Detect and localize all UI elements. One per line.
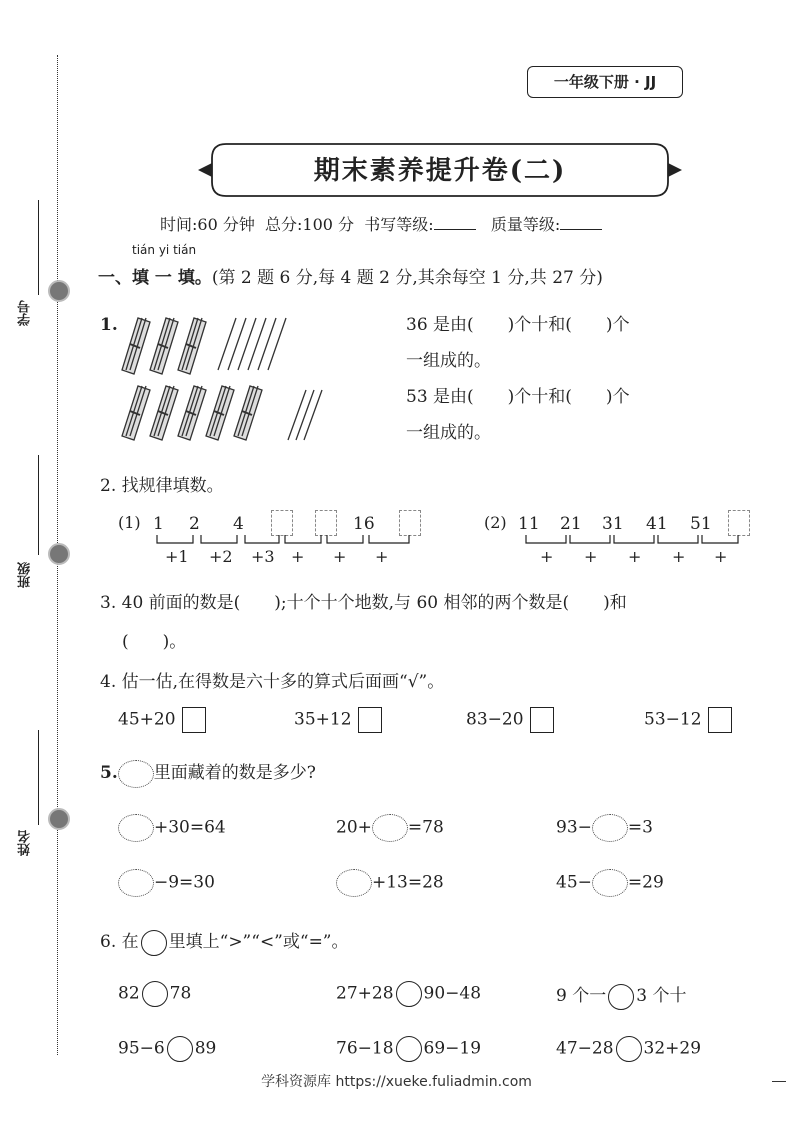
compare-right: 90−48	[423, 983, 482, 1004]
q5-equation	[118, 814, 226, 842]
increment-label: +	[291, 547, 305, 566]
compare-circle[interactable]	[167, 1036, 193, 1062]
q6-comparison	[118, 981, 191, 1007]
increment-label: +	[540, 547, 554, 566]
compare-right: 32+29	[643, 1038, 702, 1059]
q5-equation	[336, 814, 444, 842]
student-no-line	[38, 200, 39, 295]
check-box[interactable]	[182, 707, 206, 733]
answer-oval[interactable]	[336, 869, 372, 897]
compare-circle[interactable]	[396, 981, 422, 1007]
answer-oval[interactable]	[592, 869, 628, 897]
increment-label: +1	[165, 547, 189, 566]
q1-number: 1.	[100, 315, 118, 335]
q4-expression: 53−12	[644, 709, 702, 730]
q5-equation	[556, 869, 664, 897]
eq-left: 45−	[556, 872, 592, 893]
q3-line: 3. 40 前面的数是( );十个十个地数,与 60 相邻的两个数是( )和	[100, 593, 627, 613]
q2-part1-ops	[153, 547, 433, 569]
increment-label: +	[333, 547, 347, 566]
q6-title: 里填上“>”“<”或“=”。	[168, 932, 349, 952]
q4-expression: 45+20	[118, 709, 176, 730]
increment-label: +3	[251, 547, 275, 566]
binding-hole	[48, 280, 70, 302]
writing-grade-label: 书写等级:	[364, 215, 434, 234]
time-info: 时间:60 分钟	[160, 215, 255, 234]
q5-equation	[118, 869, 215, 897]
check-box[interactable]	[530, 707, 554, 733]
binding-hole	[48, 808, 70, 830]
eq-left: 20+	[336, 817, 372, 838]
q6-comparison	[336, 981, 481, 1007]
compare-circle-icon	[141, 930, 167, 956]
answer-box[interactable]	[315, 510, 337, 536]
q5-title: 里面藏着的数是多少?	[153, 763, 316, 783]
eq-right: =29	[627, 872, 664, 893]
q1-line: 53 是由( )个十和( )个	[406, 387, 630, 407]
q4-expression: 83−20	[466, 709, 524, 730]
answer-box[interactable]	[728, 510, 750, 536]
answer-oval[interactable]	[118, 869, 154, 897]
q4-item	[644, 707, 732, 733]
sequence-number: 21	[560, 514, 582, 534]
increment-label: +	[584, 547, 598, 566]
compare-right: 89	[194, 1038, 217, 1059]
sequence-number: 2	[189, 514, 200, 534]
q4-title: 4. 估一估,在得数是六十多的算式后面画“√”。	[100, 672, 445, 692]
q2-part2-sequence	[518, 514, 758, 536]
compare-left: 95−6	[118, 1038, 165, 1059]
section-pinyin: tián yi tián	[132, 243, 197, 257]
q4-item	[466, 707, 554, 733]
student-no-label: 学号	[18, 300, 33, 326]
eq-right: +13=28	[372, 872, 444, 893]
compare-left: 82	[118, 983, 140, 1004]
increment-label: +	[672, 547, 686, 566]
sequence-number: 16	[353, 514, 375, 534]
q5-equation	[556, 814, 653, 842]
quality-grade-label: 质量等级:	[490, 215, 561, 234]
grade-badge: 一年级下册 · JJ	[527, 66, 683, 98]
q1-text	[406, 307, 630, 451]
q6-comparison	[336, 1036, 481, 1062]
compare-left: 76−18	[336, 1038, 394, 1059]
sequence-number: 4	[233, 514, 244, 534]
q2-part1-sequence	[153, 514, 433, 536]
q1-line: 36 是由( )个十和( )个	[406, 315, 630, 335]
eq-right: =78	[407, 817, 444, 838]
q2-part1-label: (1)	[118, 513, 141, 532]
increment-label: +	[375, 547, 389, 566]
compare-circle[interactable]	[616, 1036, 642, 1062]
q2-part2-ops	[518, 547, 748, 569]
sequence-number: 31	[602, 514, 624, 534]
q6-comparison	[118, 1036, 216, 1062]
increment-label: +	[628, 547, 642, 566]
q6-number: 6. 在	[100, 932, 139, 952]
answer-box[interactable]	[399, 510, 421, 536]
q4-expression: 35+12	[294, 709, 352, 730]
page-title: 期末素养提升卷(二)	[313, 156, 567, 186]
check-box[interactable]	[358, 707, 382, 733]
q6-title-row	[100, 927, 349, 956]
q5-number: 5.	[100, 763, 118, 783]
compare-left: 47−28	[556, 1038, 614, 1059]
q1-line: 一组成的。	[406, 351, 491, 371]
compare-circle[interactable]	[142, 981, 168, 1007]
sequence-number: 1	[153, 514, 164, 534]
eq-left: 93−	[556, 817, 592, 838]
eq-right: +30=64	[154, 817, 226, 838]
q5-title-row	[100, 758, 316, 788]
q2-part2-label: (2)	[484, 513, 507, 532]
answer-oval[interactable]	[372, 814, 408, 842]
increment-label: +	[714, 547, 728, 566]
sequence-number: 51	[690, 514, 712, 534]
q2-title: 2. 找规律填数。	[100, 476, 224, 496]
compare-right: 69−19	[423, 1038, 482, 1059]
compare-left: 9 个一	[556, 986, 607, 1006]
quality-grade-blank[interactable]	[560, 215, 602, 230]
exam-info	[160, 212, 602, 235]
answer-box[interactable]	[271, 510, 293, 536]
page-mark	[772, 1081, 786, 1082]
footer-watermark: 学科资源库 https://xueke.fuliadmin.com	[261, 1074, 532, 1090]
section-heading	[98, 263, 603, 288]
name-label: 姓名	[18, 830, 33, 856]
q4-item	[294, 707, 382, 733]
writing-grade-blank[interactable]	[434, 215, 476, 230]
increment-label: +2	[209, 547, 233, 566]
compare-circle[interactable]	[396, 1036, 422, 1062]
class-label: 班级	[18, 562, 33, 588]
q6-comparison	[556, 981, 686, 1010]
sequence-number: 41	[646, 514, 668, 534]
eq-right: =3	[627, 817, 653, 838]
check-box[interactable]	[708, 707, 732, 733]
binding-hole	[48, 543, 70, 565]
total-score-info: 总分:100 分	[265, 215, 355, 234]
compare-circle[interactable]	[608, 984, 634, 1010]
compare-right: 3 个十	[636, 986, 687, 1006]
section-title: 一、填 一 填。	[98, 268, 212, 288]
compare-left: 27+28	[336, 983, 394, 1004]
compare-right: 78	[169, 983, 192, 1004]
q4-item	[118, 707, 206, 733]
eq-right: −9=30	[154, 872, 215, 893]
class-line	[38, 455, 39, 555]
section-scoring-note: (第 2 题 6 分,每 4 题 2 分,其余每空 1 分,共 27 分)	[211, 268, 603, 288]
q1-line: 一组成的。	[406, 423, 491, 443]
sequence-number: 11	[518, 514, 540, 534]
hidden-number-oval	[118, 760, 154, 788]
q6-comparison	[556, 1036, 701, 1062]
name-line	[38, 730, 39, 825]
answer-oval[interactable]	[118, 814, 154, 842]
stick-bundles-illustration	[116, 312, 336, 442]
answer-oval[interactable]	[592, 814, 628, 842]
q5-equation	[336, 869, 444, 897]
q3-line: ( )。	[122, 632, 187, 652]
